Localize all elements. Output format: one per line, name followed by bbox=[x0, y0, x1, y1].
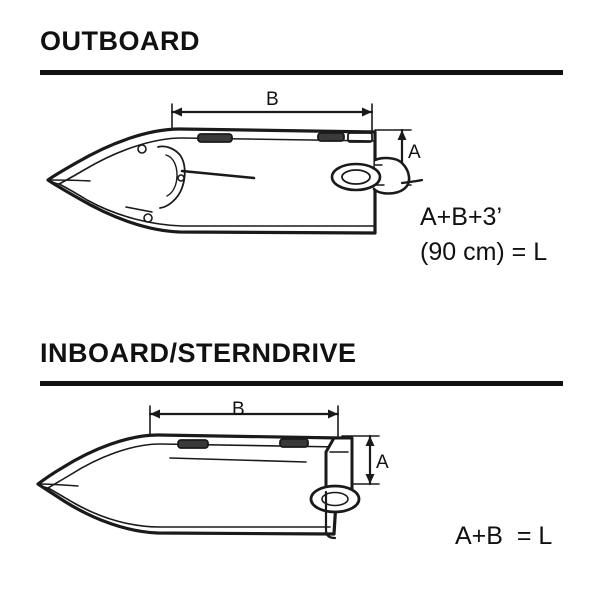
outboard-formula-line-1: A+B+3’ bbox=[420, 203, 503, 231]
outboard-formula-line-2: (90 cm) = L bbox=[420, 238, 548, 266]
seat-hatch-2 bbox=[318, 133, 344, 141]
inboard-sterndrive-diagram bbox=[30, 392, 430, 567]
section-title-inboard-sterndrive: INBOARD/STERNDRIVE bbox=[40, 338, 357, 368]
section-title-outboard: OUTBOARD bbox=[40, 26, 200, 56]
inboard-formula-line-1: A+B = L bbox=[455, 522, 553, 550]
seat-hatch-1 bbox=[198, 134, 232, 142]
section-divider-outboard bbox=[40, 70, 563, 75]
seat-hatch-1 bbox=[178, 440, 208, 448]
outboard-label-b: B bbox=[266, 89, 279, 110]
section-divider-inboard-sterndrive bbox=[40, 381, 563, 386]
outboard-diagram bbox=[30, 85, 450, 270]
motor-mount bbox=[332, 164, 380, 190]
sterndrive-leg bbox=[326, 438, 352, 492]
sterndrive-lower-unit bbox=[311, 486, 359, 512]
inboard-label-b: B bbox=[232, 399, 245, 420]
outboard-label-a: A bbox=[408, 142, 421, 163]
seat-hatch-2 bbox=[280, 439, 308, 447]
hull-outline bbox=[48, 129, 375, 233]
inboard-sterndrive-boat-top-view bbox=[30, 392, 430, 567]
inboard-label-a: A bbox=[376, 452, 389, 473]
outboard-boat-top-view bbox=[30, 85, 450, 270]
hull-outline bbox=[38, 435, 340, 534]
